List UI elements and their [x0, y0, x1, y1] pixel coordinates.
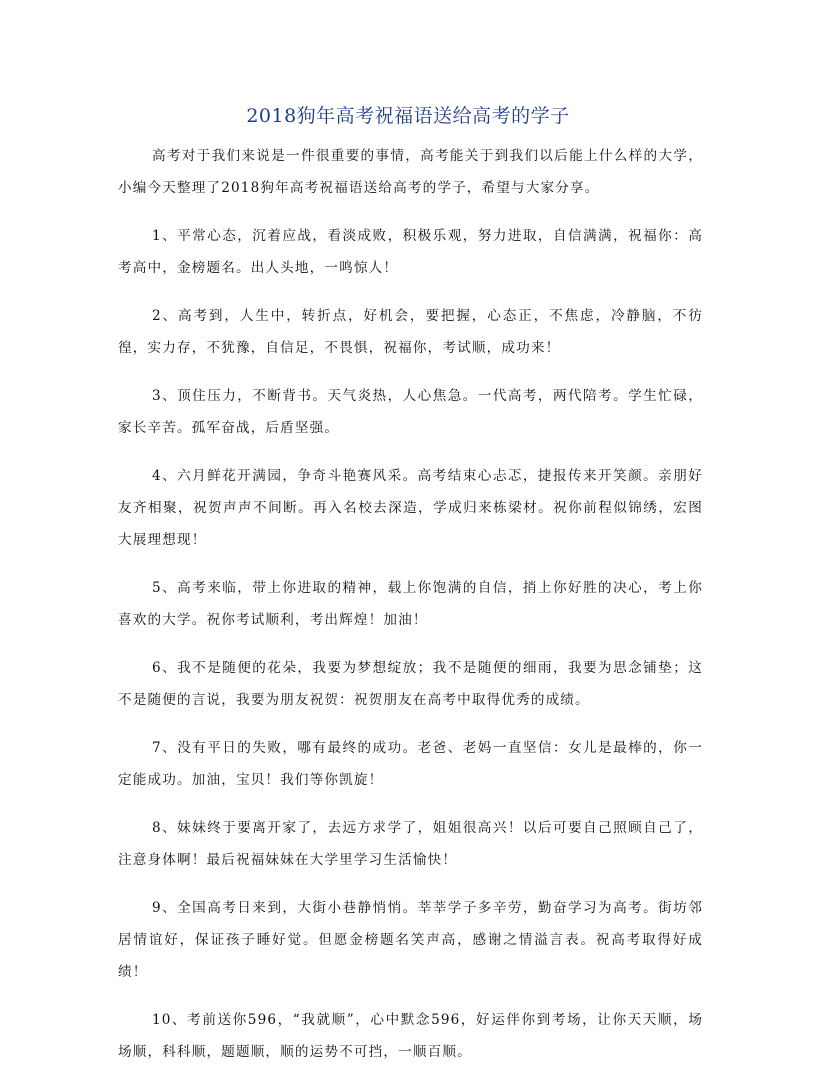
paragraph-3: 3、顶住压力，不断背书。天气炎热，人心焦急。一代高考，两代陪考。学生忙碌，家长辛苦。孤军奋战，后盾坚强。 [118, 388, 703, 436]
document-body [118, 140, 703, 1084]
paragraph-2: 2、高考到，人生中，转折点，好机会，要把握，心态正，不焦虑，冷静脑，不彷徨，实力存，不犹豫，自信足，不畏惧，祝福你，考试顺，成功来！ [118, 308, 703, 356]
paragraph-7: 7、没有平日的失败，哪有最终的成功。老爸、老妈一直坚信：女儿是最棒的，你一定能成功。加油，宝贝！我们等你凯旋！ [118, 740, 703, 788]
paragraph-6: 6、我不是随便的花朵，我要为梦想绽放；我不是随便的细雨，我要为思念铺垫；这不是随便的言说，我要为朋友祝贺：祝贺朋友在高考中取得优秀的成绩。 [118, 660, 703, 708]
paragraph-4: 4、六月鲜花开满园，争奇斗艳赛风采。高考结束心忐忑，捷报传来开笑颜。亲朋好友齐相聚，祝贺声声不间断。再入名校去深造，学成归来栋梁材。祝你前程似锦绣，宏图大展理想现！ [118, 468, 703, 548]
document-title: 2018狗年高考祝福语送给高考的学子 [246, 105, 570, 127]
paragraph-intro: 高考对于我们来说是一件很重要的事情，高考能关于到我们以后能上什么样的大学，小编今天整理了2018狗年高考祝福语送给高考的学子，希望与大家分享。 [118, 148, 703, 196]
paragraph-1: 1、平常心态，沉着应战，看淡成败，积极乐观，努力进取，自信满满，祝福你：高考高中，金榜题名。出人头地，一鸣惊人！ [118, 228, 703, 276]
paragraph-5: 5、高考来临，带上你进取的精神，载上你饱满的自信，捎上你好胜的决心，考上你喜欢的大学。祝你考试顺利，考出辉煌！加油！ [118, 580, 703, 628]
paragraph-9: 9、全国高考日来到，大街小巷静悄悄。莘莘学子多辛劳，勤奋学习为高考。街坊邻居情谊好，保证孩子睡好觉。但愿金榜题名笑声高，感谢之情溢言表。祝高考取得好成绩！ [118, 900, 703, 980]
paragraph-8: 8、妹妹终于要离开家了，去远方求学了，姐姐很高兴！以后可要自己照顾自己了，注意身体啊！最后祝福妹妹在大学里学习生活愉快！ [118, 820, 703, 868]
paragraph-10: 10、考前送你596，“我就顺”，心中默念596，好运伴你到考场，让你天天顺，场场顺，科科顺，题题顺，顺的运势不可挡，一顺百顺。 [118, 1012, 703, 1060]
